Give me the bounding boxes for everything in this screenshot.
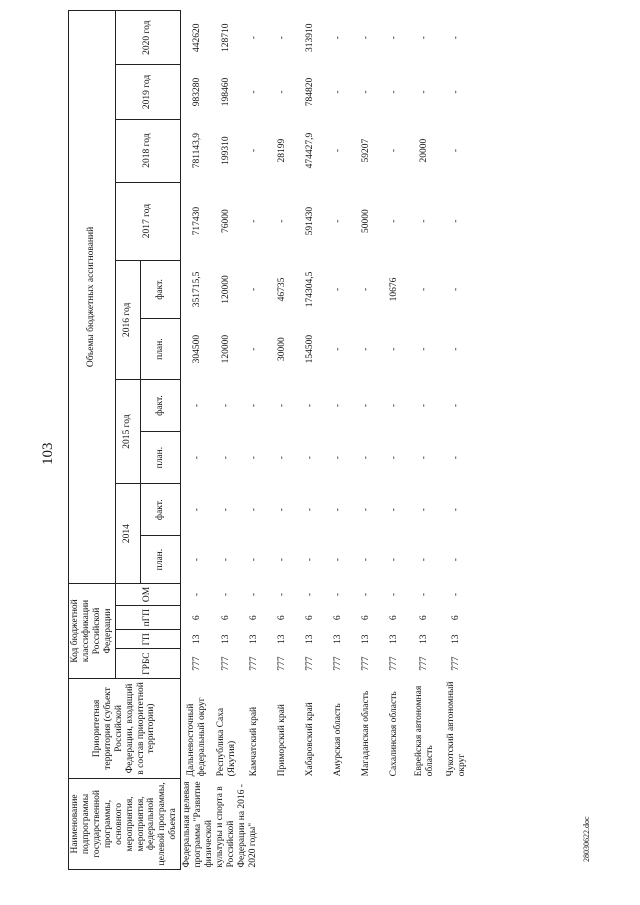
rotated-budget-table <box>68 10 467 870</box>
cell-2017: - <box>249 219 260 223</box>
cell-gp: 13 <box>221 634 232 645</box>
header-2016: 2016 год <box>115 260 141 379</box>
cell-2017: - <box>389 219 400 223</box>
row-territory: Сахалинская область <box>389 691 400 777</box>
cell-pgp: 6 <box>451 615 462 621</box>
cell-fact-2014: - <box>221 508 232 512</box>
cell-2018: 20000 <box>419 138 430 163</box>
cell-plan-2014: - <box>419 558 430 562</box>
header-2014: 2014 <box>115 484 141 584</box>
cell-2020: 313910 <box>305 23 316 52</box>
document-id: 28030622.doc <box>582 816 591 862</box>
cell-fact-2014: - <box>191 508 202 512</box>
cell-plan-2016: - <box>361 347 372 351</box>
cell-fact-2016: - <box>451 287 462 292</box>
budget-table <box>68 10 473 870</box>
cell-2019: 198460 <box>221 77 232 107</box>
cell-plan-2016: 120000 <box>221 334 232 364</box>
header-fact-2016: факт. <box>141 260 181 319</box>
row-territory: Амурская область <box>333 703 344 777</box>
cell-plan-2016: 154500 <box>305 334 316 364</box>
cell-plan-2014: - <box>191 558 202 562</box>
cell-grbs: 777 <box>389 656 400 671</box>
cell-2018: 781143,9 <box>191 132 202 169</box>
header-2018: 2018 год <box>115 119 181 182</box>
cell-fact-2016: 174304,5 <box>305 271 316 308</box>
header-grbs: ГРБС <box>115 649 181 679</box>
cell-2017: 591430 <box>305 206 316 236</box>
cell-fact-2016: - <box>361 287 372 292</box>
cell-2020: - <box>451 36 462 40</box>
cell-plan-2015: - <box>277 456 288 460</box>
cell-fact-2015: - <box>249 403 260 408</box>
row-territory: Приморский край <box>277 704 288 777</box>
cell-2019: - <box>389 90 400 94</box>
cell-grbs: 777 <box>451 656 462 671</box>
cell-plan-2015: - <box>249 456 260 460</box>
cell-fact-2016: - <box>419 287 430 292</box>
cell-pgp: 6 <box>305 615 316 621</box>
cell-plan-2014: - <box>361 558 372 562</box>
cell-om: - <box>333 592 344 597</box>
table-row <box>297 11 325 870</box>
cell-2020: 128710 <box>221 23 232 52</box>
cell-gp: 13 <box>249 634 260 645</box>
cell-2018: - <box>451 148 462 153</box>
header-fact-2015: факт. <box>141 380 181 432</box>
cell-2018: 474427,9 <box>305 132 316 169</box>
cell-gp: 13 <box>389 634 400 645</box>
cell-plan-2016: - <box>249 347 260 351</box>
cell-2018: 28199 <box>277 138 288 163</box>
cell-2020: 442620 <box>191 23 202 52</box>
cell-grbs: 777 <box>361 656 372 671</box>
row-territory: Хабаровский край <box>305 702 316 777</box>
cell-2017: 76000 <box>221 209 232 233</box>
cell-2017: - <box>333 219 344 223</box>
cell-pgp: 6 <box>389 615 400 621</box>
cell-om: - <box>389 592 400 597</box>
header-2020: 2020 год <box>115 11 181 65</box>
cell-plan-2016: - <box>451 347 462 351</box>
cell-2019: 784820 <box>305 77 316 107</box>
cell-2017: 717430 <box>191 206 202 236</box>
table-row <box>213 11 241 870</box>
cell-grbs: 777 <box>305 656 316 671</box>
cell-fact-2014: - <box>361 508 372 512</box>
cell-2017: - <box>451 219 462 223</box>
table-row <box>441 11 473 870</box>
cell-grbs: 777 <box>277 656 288 671</box>
cell-2019: - <box>361 90 372 94</box>
cell-plan-2014: - <box>305 558 316 562</box>
cell-2019: - <box>451 90 462 94</box>
cell-om: - <box>277 592 288 597</box>
cell-plan-2014: - <box>451 558 462 562</box>
cell-grbs: 777 <box>333 656 344 671</box>
cell-2020: - <box>419 36 430 40</box>
cell-fact-2016: - <box>333 287 344 292</box>
cell-2018: 199310 <box>221 136 232 165</box>
cell-plan-2016: 30000 <box>277 337 288 362</box>
cell-gp: 13 <box>305 634 316 645</box>
table-row <box>409 11 441 870</box>
cell-fact-2014: - <box>419 508 430 512</box>
cell-om: - <box>419 592 430 597</box>
cell-2019: - <box>333 90 344 94</box>
cell-pgp: 6 <box>221 615 232 621</box>
cell-fact-2015: - <box>389 403 400 408</box>
table-header <box>69 11 181 870</box>
cell-fact-2016: - <box>249 287 260 292</box>
header-code: Код бюджетной классификации Российской Федерации <box>69 583 116 678</box>
cell-2020: - <box>277 36 288 40</box>
cell-plan-2014: - <box>333 558 344 562</box>
cell-plan-2016: - <box>389 347 400 351</box>
cell-gp: 13 <box>191 634 202 645</box>
cell-fact-2016: 10676 <box>389 277 400 302</box>
cell-om: - <box>221 592 232 597</box>
header-fact-2014: факт. <box>141 484 181 536</box>
cell-2017: - <box>419 219 430 223</box>
cell-om: - <box>305 592 316 597</box>
cell-plan-2014: - <box>277 558 288 562</box>
cell-gp: 13 <box>451 634 462 645</box>
header-plan-2016: план. <box>141 319 181 380</box>
cell-fact-2015: - <box>277 403 288 408</box>
row-territory: Республика Саха (Якутия) <box>215 707 237 777</box>
cell-fact-2014: - <box>277 508 288 512</box>
cell-plan-2015: - <box>389 456 400 460</box>
cell-fact-2014: - <box>451 508 462 512</box>
cell-plan-2016: - <box>333 347 344 351</box>
header-pgp: пГП <box>115 606 181 630</box>
cell-2017: - <box>277 219 288 223</box>
cell-plan-2016: - <box>419 347 430 351</box>
cell-fact-2014: - <box>389 508 400 512</box>
cell-gp: 13 <box>361 634 372 645</box>
cell-plan-2014: - <box>389 558 400 562</box>
cell-2019: - <box>277 90 288 94</box>
table-row <box>353 11 381 870</box>
cell-fact-2015: - <box>361 403 372 408</box>
cell-fact-2016: 351715,5 <box>191 271 202 308</box>
header-om: ОМ <box>115 583 181 605</box>
cell-fact-2016: 120000 <box>221 275 232 304</box>
cell-plan-2016: 304500 <box>191 334 202 364</box>
cell-grbs: 777 <box>419 656 430 671</box>
cell-fact-2015: - <box>191 403 202 408</box>
cell-2018: - <box>389 148 400 153</box>
cell-pgp: 6 <box>249 615 260 621</box>
cell-2020: - <box>361 36 372 40</box>
cell-2019: - <box>419 90 430 94</box>
row-territory: Еврейская автономная область <box>413 685 435 777</box>
table-row <box>181 11 213 870</box>
cell-plan-2015: - <box>191 456 202 460</box>
cell-om: - <box>191 592 202 597</box>
cell-gp: 13 <box>333 634 344 645</box>
table-row <box>241 11 269 870</box>
cell-plan-2015: - <box>333 456 344 460</box>
header-volumes: Объемы бюджетных ассигнований <box>69 11 116 584</box>
header-gp: ГП <box>115 630 181 649</box>
cell-2019: 983280 <box>191 77 202 107</box>
row-territory: Магаданская область <box>361 690 372 777</box>
cell-pgp: 6 <box>419 615 430 621</box>
header-plan-2015: план. <box>141 432 181 484</box>
cell-om: - <box>451 592 462 597</box>
cell-om: - <box>249 592 260 597</box>
cell-plan-2014: - <box>221 558 232 562</box>
cell-fact-2014: - <box>333 508 344 512</box>
cell-2017: 50000 <box>361 209 372 233</box>
cell-grbs: 777 <box>221 656 232 671</box>
cell-plan-2014: - <box>249 558 260 562</box>
cell-plan-2015: - <box>451 456 462 460</box>
header-plan-2014: план. <box>141 536 181 584</box>
cell-2020: - <box>389 36 400 40</box>
row-territory: Дальневосточный федеральный округ <box>186 697 207 777</box>
cell-fact-2014: - <box>249 508 260 512</box>
cell-gp: 13 <box>419 634 430 645</box>
page-number: 103 <box>40 442 56 465</box>
cell-fact-2014: - <box>305 508 316 512</box>
cell-plan-2015: - <box>419 456 430 460</box>
header-2017: 2017 год <box>115 182 181 260</box>
row-territory: Камчатский край <box>249 706 260 777</box>
header-2015: 2015 год <box>115 380 141 484</box>
cell-fact-2015: - <box>451 403 462 408</box>
cell-plan-2015: - <box>221 456 232 460</box>
program-name: Федеральная целевая программа "Развитие физической культуры и спорта в Российской Федерации на 2016 - 2020 годы" <box>182 781 258 868</box>
cell-fact-2015: - <box>305 403 316 408</box>
cell-pgp: 6 <box>361 615 372 621</box>
cell-grbs: 777 <box>249 656 260 671</box>
table-row <box>325 11 353 870</box>
cell-fact-2015: - <box>419 403 430 408</box>
cell-pgp: 6 <box>191 615 202 621</box>
header-2019: 2019 год <box>115 65 181 119</box>
cell-2018: - <box>333 148 344 153</box>
cell-2020: - <box>249 36 260 40</box>
table-row <box>269 11 297 870</box>
cell-pgp: 6 <box>277 615 288 621</box>
cell-plan-2015: - <box>305 456 316 460</box>
row-territory: Чукотский автономный округ <box>445 681 467 777</box>
table-row <box>381 11 409 870</box>
cell-gp: 13 <box>277 634 288 645</box>
header-territory: Приоритетная территория (субъект Российской Федерации, входящий в состав приоритетной территории) <box>69 679 181 779</box>
cell-om: - <box>361 592 372 597</box>
table-body <box>181 11 473 870</box>
cell-fact-2015: - <box>333 403 344 408</box>
header-name: Наименование подпрограммы государственной программы, основного мероприятия, мероприятия, федеральной целевой программы, объекта <box>69 778 181 869</box>
cell-grbs: 777 <box>191 656 202 671</box>
cell-2019: - <box>249 90 260 94</box>
cell-2018: - <box>249 148 260 153</box>
cell-2018: 59207 <box>361 138 372 163</box>
cell-pgp: 6 <box>333 615 344 621</box>
cell-fact-2016: 46735 <box>277 277 288 302</box>
cell-plan-2015: - <box>361 456 372 460</box>
cell-2020: - <box>333 36 344 40</box>
cell-fact-2015: - <box>221 403 232 408</box>
